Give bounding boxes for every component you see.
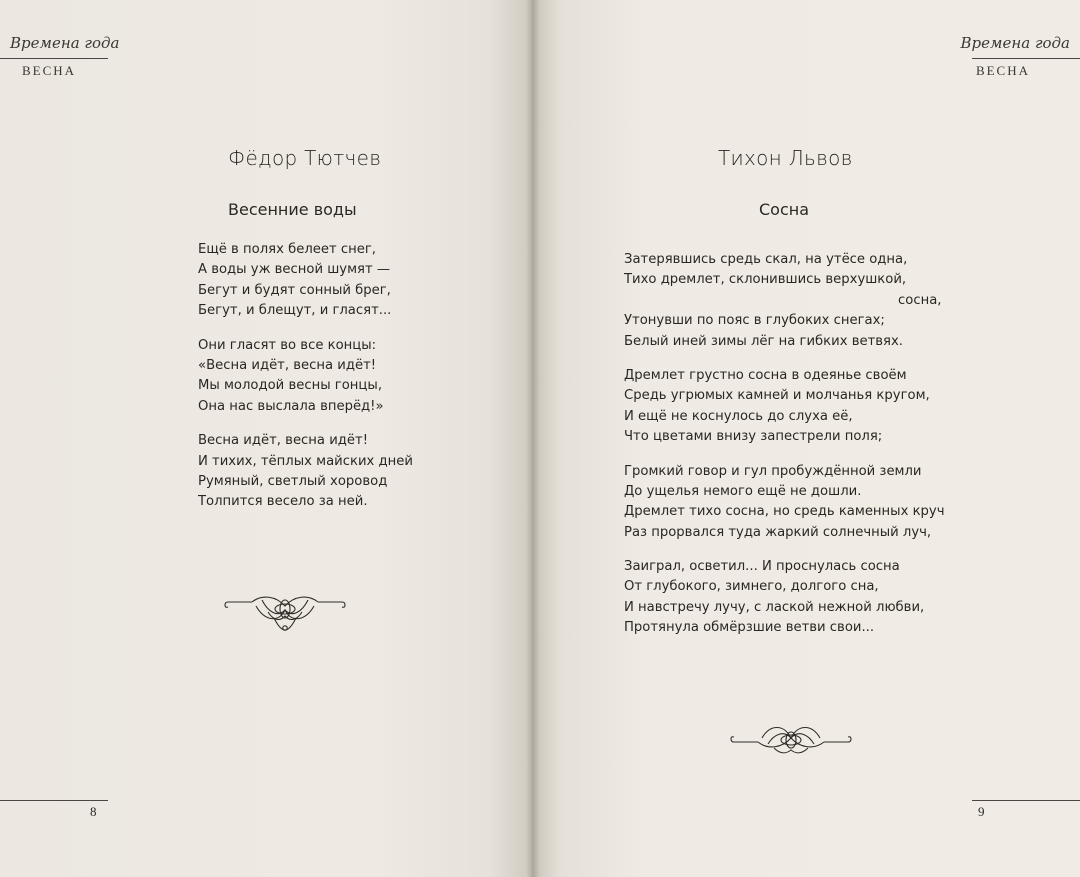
running-title: Времена года xyxy=(10,34,120,52)
poem-line: До ущелья немого ещё не дошли. xyxy=(624,483,862,499)
poem-line: Заиграл, осветил... И проснулась сосна xyxy=(624,559,900,575)
poem-line: Ещё в полях белеет снег, xyxy=(198,242,376,257)
poem-line: И ещё не коснулось до слуха её, xyxy=(624,408,853,424)
poem-line: Она нас выслала вперёд!» xyxy=(198,398,384,414)
poem-line: Дремлет тихо сосна, но средь каменных круч xyxy=(624,504,945,520)
poem-line: Мы молодой весны гонцы, xyxy=(198,378,383,394)
stanza-break xyxy=(624,352,945,366)
poem-line: Бегут, и блещут, и гласят... xyxy=(198,303,392,319)
poem-line: И тихих, тёплых майских дней xyxy=(198,453,413,469)
footer-rule xyxy=(972,800,1080,801)
poem-line: И навстречу лучу, с лаской нежной любви, xyxy=(624,599,925,615)
poem-line: Толпится весело за ней. xyxy=(198,494,368,510)
footer-rule xyxy=(0,800,108,801)
poem-text xyxy=(624,250,945,639)
left-page xyxy=(0,0,532,877)
poem-line: «Весна идёт, весна идёт! xyxy=(198,357,377,373)
poem-line-continuation: сосна, xyxy=(898,292,942,308)
stanza-break xyxy=(624,448,945,462)
header-rule xyxy=(972,58,1080,59)
page-number: 8 xyxy=(90,804,97,819)
poem-title: Весенние воды xyxy=(228,200,357,219)
book-gutter xyxy=(526,0,540,877)
poem-line: Затерявшись средь скал, на утёсе одна, xyxy=(624,252,908,267)
poem-line: Громкий говор и гул пробуждённой земли xyxy=(624,463,922,479)
right-page xyxy=(532,0,1080,877)
stanza-break xyxy=(624,543,945,557)
poem-text xyxy=(198,240,413,513)
poem-line: Они гласят во все концы: xyxy=(198,337,377,353)
poem-line: Средь угрюмых камней и молчанья кругом, xyxy=(624,388,930,404)
stanza-break xyxy=(198,417,413,431)
poem-author: Тихон Львов xyxy=(718,146,853,170)
poem-line: Бегут и будят сонный брег, xyxy=(198,282,391,298)
running-title: Времена года xyxy=(960,34,1070,52)
poem-line: Утонувши по пояс в глубоких снегах; xyxy=(624,313,885,329)
poem-line: Весна идёт, весна идёт! xyxy=(198,433,368,449)
header-rule xyxy=(0,58,108,59)
flourish-ornament-icon xyxy=(728,722,854,768)
poem-line: От глубокого, зимнего, долгого сна, xyxy=(624,579,879,595)
poem-line: Протянула обмёрзшие ветви свои... xyxy=(624,620,875,636)
poem-author: Фёдор Тютчев xyxy=(228,146,382,170)
poem-line: А воды уж весной шумят — xyxy=(198,262,391,278)
poem-title: Сосна xyxy=(759,200,810,219)
section-name: ВЕСНА xyxy=(22,63,77,78)
poem-line: Тихо дремлет, склонившись верхушкой, xyxy=(624,272,907,288)
poem-line: Белый иней зимы лёг на гибких ветвях. xyxy=(624,333,903,349)
poem-line: Дремлет грустно сосна в одеянье своём xyxy=(624,367,907,383)
poem-line: Что цветами внизу запестрели поля; xyxy=(624,429,883,445)
poem-line: Румяный, светлый хоровод xyxy=(198,473,388,489)
poem-line: Раз прорвался туда жаркий солнечный луч, xyxy=(624,524,932,540)
stanza-break xyxy=(198,322,413,336)
page-number: 9 xyxy=(978,804,985,819)
section-name: ВЕСНА xyxy=(975,63,1030,78)
flourish-ornament-icon xyxy=(222,592,348,638)
